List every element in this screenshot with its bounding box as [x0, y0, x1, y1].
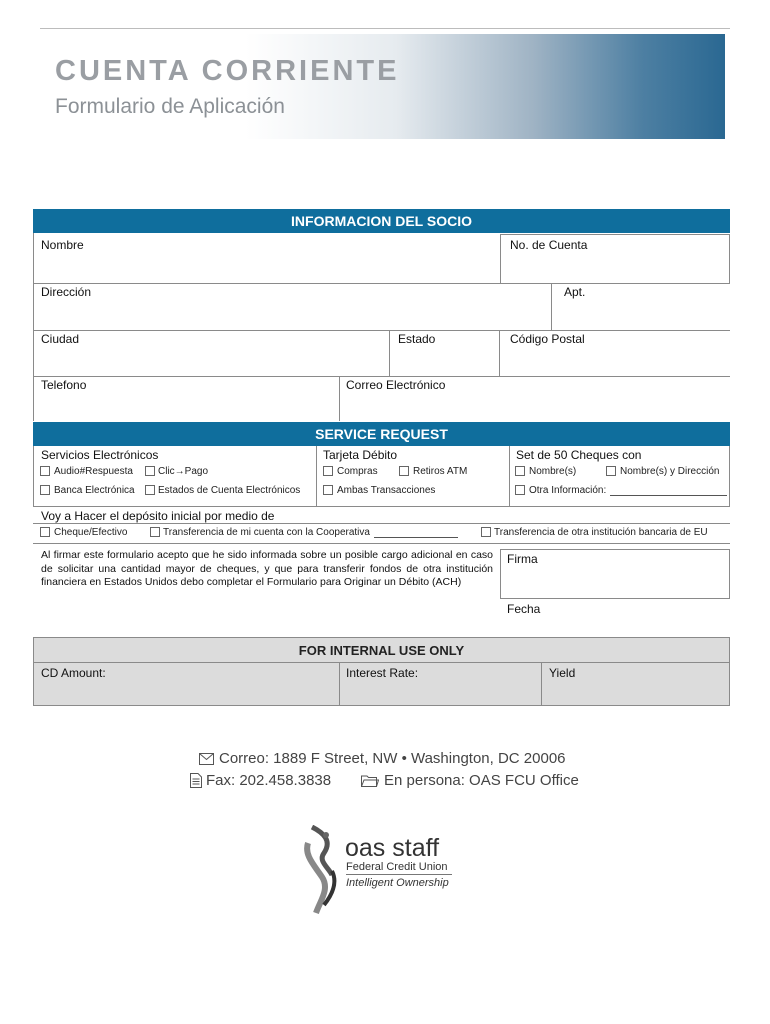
divider [541, 662, 542, 706]
estados-checkbox[interactable] [145, 485, 155, 495]
clic-pago-label: Clic→Pago [158, 466, 209, 477]
compras-checkbox[interactable] [323, 466, 333, 476]
divider [33, 446, 34, 506]
telefono-label: Telefono [41, 378, 87, 392]
transfer-coop-checkbox[interactable] [150, 527, 160, 537]
transfer-other-checkbox[interactable] [481, 527, 491, 537]
estados-label: Estados de Cuenta Electrónicos [158, 485, 301, 496]
ambas-checkbox[interactable] [323, 485, 333, 495]
logo-name: oas staff [345, 834, 440, 862]
otra-info-field[interactable] [610, 495, 727, 496]
firma-label: Firma [507, 552, 538, 566]
agreement-text: Al firmar este formulario acepto que he sido informada sobre un posible cargo adicional en caso de solicitar una cantidad mayor de cheques, y que para transferir fondos de otra institución financiera en Estados Unidos debo completar el Formulario para Originar un Débito (ACH) [41, 549, 493, 588]
form-subtitle: Formulario de Aplicación [55, 95, 285, 118]
interest-rate-label: Interest Rate: [346, 666, 419, 680]
compras-label: Compras [337, 466, 378, 477]
direccion-field[interactable] [34, 300, 549, 328]
ciudad-label: Ciudad [41, 332, 80, 346]
divider [33, 330, 730, 331]
fax-number: Fax: 202.458.3838 [206, 772, 332, 789]
estado-label: Estado [398, 332, 436, 346]
logo-line1: Federal Credit Union [346, 861, 448, 873]
divider [729, 446, 730, 506]
correo-address: Correo: 1889 F Street, NW • Washington, DC 20006 [219, 750, 566, 767]
transfer-other-label: Transferencia de otra institución bancaria de EU [494, 527, 708, 538]
telefono-field[interactable] [34, 393, 337, 419]
in-person-office: En persona: OAS FCU Office [384, 772, 579, 789]
apt-label: Apt. [564, 285, 586, 299]
codigo-postal-label: Código Postal [510, 332, 585, 346]
clic-pago-checkbox[interactable] [145, 466, 155, 476]
ambas-label: Ambas Transacciones [337, 485, 436, 496]
divider [33, 506, 730, 507]
correo-field[interactable] [340, 393, 728, 419]
section-bar-service: SERVICE REQUEST [33, 422, 730, 446]
envelope-icon [199, 752, 214, 770]
codigo-postal-field[interactable] [500, 347, 728, 375]
divider [33, 543, 730, 544]
audio-label: Audio#Respuesta [54, 466, 133, 477]
retiros-checkbox[interactable] [399, 466, 409, 476]
apt-field[interactable] [552, 300, 728, 328]
top-rule [40, 28, 730, 29]
oas-logo-icon [302, 825, 348, 922]
correo-label: Correo Electrónico [346, 378, 446, 392]
fecha-label: Fecha [507, 602, 541, 616]
estado-field[interactable] [390, 347, 498, 375]
nombre-field[interactable] [34, 252, 499, 280]
document-icon [190, 773, 202, 793]
otra-info-label: Otra Información: [529, 485, 607, 496]
cheque-label: Cheque/Efectivo [54, 527, 128, 538]
nombres-checkbox[interactable] [515, 466, 525, 476]
nombres-label: Nombre(s) [529, 466, 577, 477]
cd-amount-label: CD Amount: [41, 666, 106, 680]
audio-checkbox[interactable] [40, 466, 50, 476]
ciudad-field[interactable] [34, 347, 388, 375]
nombres-dir-checkbox[interactable] [606, 466, 616, 476]
form-title: CUENTA CORRIENTE [55, 55, 400, 87]
deposito-title: Voy a Hacer el depósito inicial por medio de [41, 509, 275, 523]
direccion-label: Dirección [41, 285, 92, 299]
internal-title: FOR INTERNAL USE ONLY [298, 643, 465, 658]
retiros-label: Retiros ATM [413, 466, 468, 477]
cheque-checkbox[interactable] [40, 527, 50, 537]
folder-icon [361, 774, 379, 792]
nombres-dir-label: Nombre(s) y Dirección [620, 466, 720, 477]
cheques-title: Set de 50 Cheques con [516, 448, 642, 462]
servicios-title: Servicios Electrónicos [41, 448, 159, 462]
transfer-coop-field[interactable] [374, 537, 458, 538]
otra-info-checkbox[interactable] [515, 485, 525, 495]
section-bar-socio: INFORMACION DEL SOCIO [33, 209, 730, 233]
nombre-label: Nombre [41, 238, 84, 252]
banca-checkbox[interactable] [40, 485, 50, 495]
divider [339, 662, 340, 706]
divider [33, 523, 730, 524]
divider [33, 662, 730, 663]
yield-label: Yield [549, 666, 576, 680]
divider [33, 376, 730, 377]
logo-rule [346, 874, 452, 875]
divider [33, 283, 500, 284]
banca-label: Banca Electrónica [54, 485, 135, 496]
logo-tagline: Intelligent Ownership [346, 877, 449, 889]
transfer-coop-label: Transferencia de mi cuenta con la Cooperativa [163, 527, 370, 538]
no-cuenta-label: No. de Cuenta [510, 238, 588, 252]
divider [316, 446, 317, 506]
divider [509, 446, 510, 506]
tarjeta-title: Tarjeta Débito [323, 448, 398, 462]
